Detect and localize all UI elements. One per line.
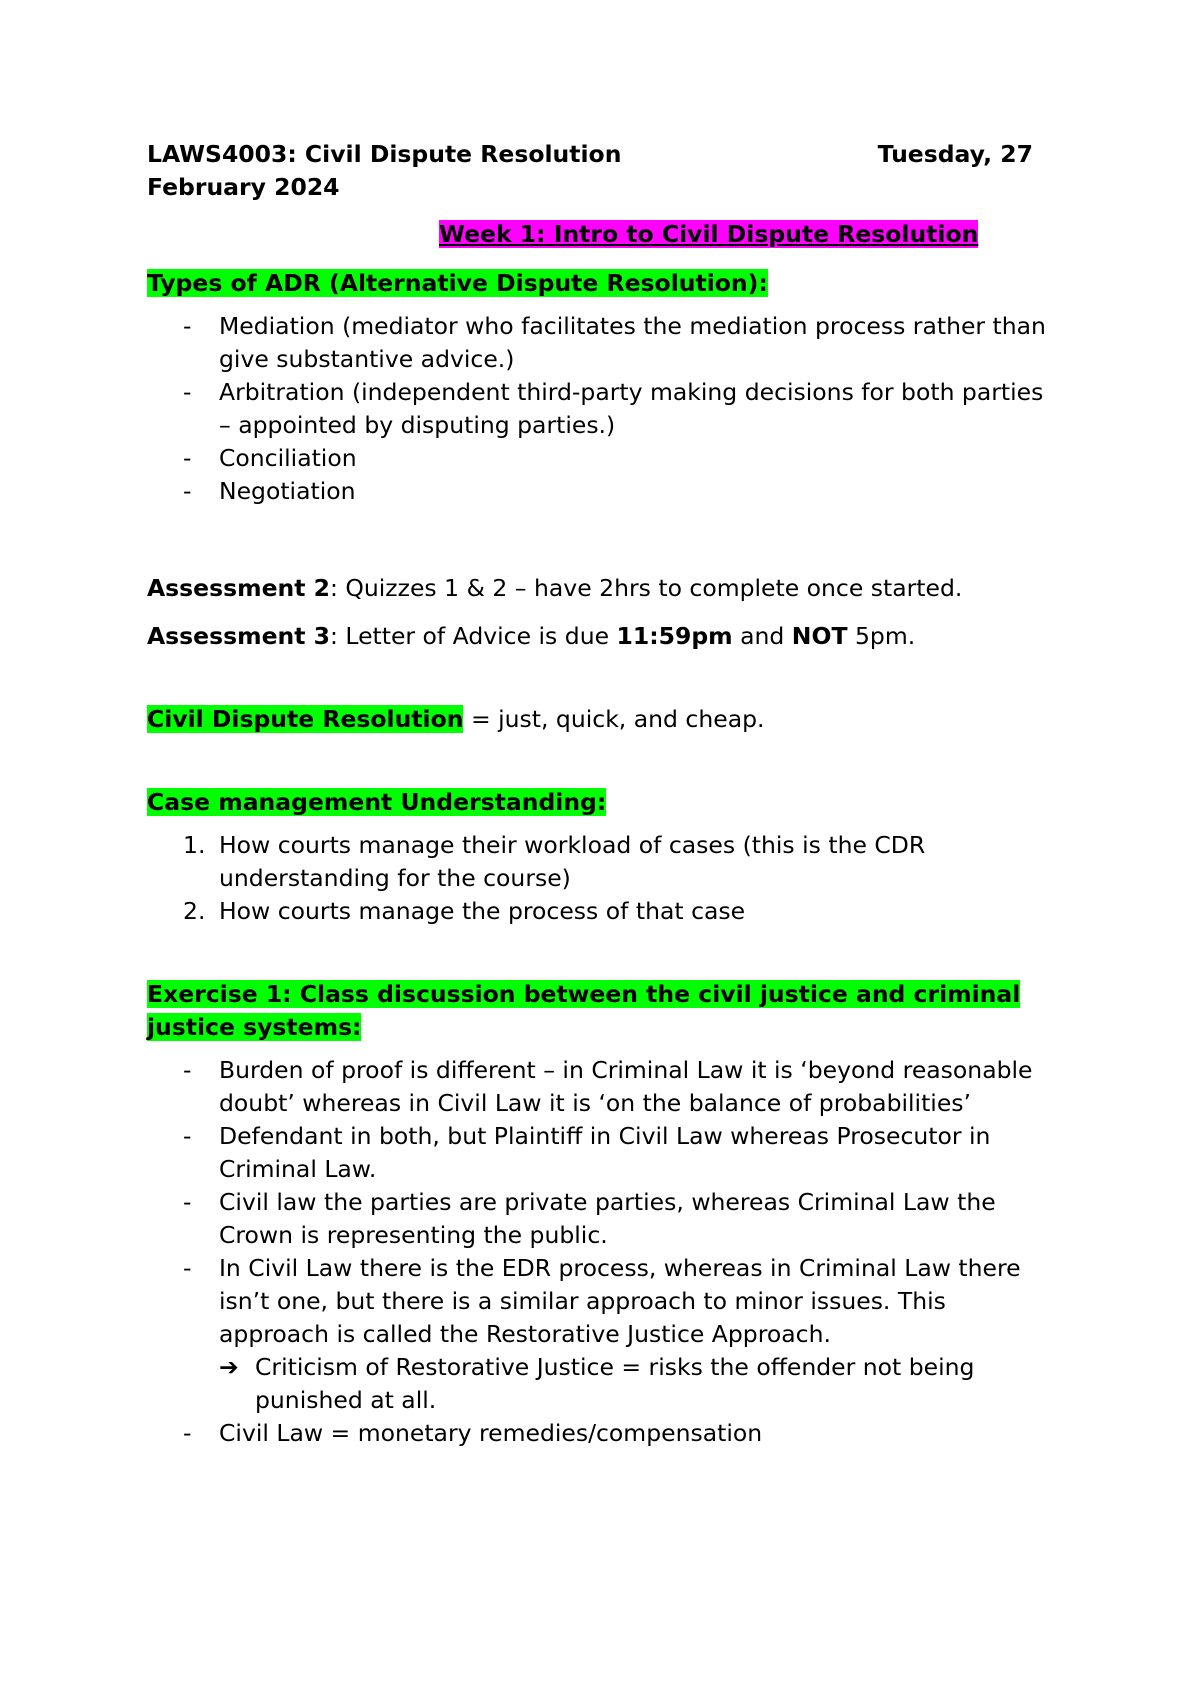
course-title: LAWS4003: Civil Dispute Resolution (147, 140, 622, 168)
assessment-2-text: : Quizzes 1 & 2 – have 2hrs to complete once started. (330, 574, 963, 602)
adr-item-negotiation: Negotiation (219, 477, 356, 505)
case-management-item-1: How courts manage their workload of cases (this is the CDR understanding for the course) (219, 831, 926, 892)
dash-marker: - (183, 477, 192, 505)
assessment-3-text-end: 5pm. (847, 622, 916, 650)
week-title-line (147, 218, 1047, 251)
list-item (147, 475, 1047, 508)
exercise-item-private: Civil law the parties are private parties, whereas Criminal Law the Crown is representing the public. (219, 1188, 996, 1249)
assessment-3 (147, 620, 1047, 653)
assessment-2-label: Assessment 2 (147, 574, 330, 602)
assessment-3-text: : Letter of Advice is due (330, 622, 617, 650)
exercise-heading-line (147, 978, 1047, 1044)
date-end: February 2024 (147, 173, 340, 201)
assessment-3-label: Assessment 3 (147, 622, 330, 650)
case-management-heading: Case management Understanding: (147, 788, 607, 816)
list-item (147, 1186, 1047, 1252)
list-item (147, 1417, 1047, 1450)
adr-item-mediation: Mediation (mediator who facilitates the mediation process rather than give substantive advice.) (219, 312, 1046, 373)
dash-marker: - (183, 444, 192, 472)
header-line (147, 138, 1047, 171)
case-management-list (147, 829, 1047, 928)
exercise-item-edr: In Civil Law there is the EDR process, whereas in Criminal Law there isn’t one, but there is a similar approach to minor issues. This approach is called the Restorative Justice Approach. (219, 1254, 1021, 1348)
restorative-criticism: Criticism of Restorative Justice = risks the offender not being punished at all. (255, 1353, 975, 1414)
week-title: Week 1: Intro to Civil Dispute Resolution (439, 220, 979, 248)
assessment-3-time: 11:59pm (616, 622, 733, 650)
dash-marker: - (183, 1122, 192, 1150)
exercise-list (147, 1054, 1047, 1450)
cdr-definition (147, 703, 1047, 736)
list-item (147, 442, 1047, 475)
adr-item-arbitration: Arbitration (independent third-party making decisions for both parties – appointed by disputing parties.) (219, 378, 1044, 439)
assessment-3-and: and (732, 622, 792, 650)
list-item (147, 1252, 1047, 1417)
exercise-item-parties: Defendant in both, but Plaintiff in Civil Law whereas Prosecutor in Criminal Law. (219, 1122, 991, 1183)
arrow-right-icon: ➔ (219, 1353, 239, 1381)
adr-heading: Types of ADR (Alternative Dispute Resolution): (147, 269, 768, 297)
exercise-item-remedies: Civil Law = monetary remedies/compensation (219, 1419, 763, 1447)
number-marker: 1. (183, 831, 206, 859)
list-item (147, 310, 1047, 376)
dash-marker: - (183, 312, 192, 340)
sub-item (219, 1351, 1047, 1417)
document-content (147, 138, 1047, 1450)
exercise-item-burden: Burden of proof is different – in Criminal Law it is ‘beyond reasonable doubt’ whereas in Civil Law it is ‘on the balance of probabilities’ (219, 1056, 1033, 1117)
date-start: Tuesday, 27 (877, 140, 1033, 168)
dash-marker: - (183, 1188, 192, 1216)
list-item (147, 376, 1047, 442)
number-marker: 2. (183, 897, 206, 925)
list-item (147, 895, 1047, 928)
dash-marker: - (183, 1254, 192, 1282)
list-item (147, 1054, 1047, 1120)
dash-marker: - (183, 378, 192, 406)
cdr-definition-text: = just, quick, and cheap. (463, 705, 765, 733)
assessment-2 (147, 572, 1047, 605)
case-management-heading-line (147, 786, 1047, 819)
list-item (147, 1120, 1047, 1186)
case-management-item-2: How courts manage the process of that case (219, 897, 746, 925)
list-item (147, 829, 1047, 895)
dash-marker: - (183, 1056, 192, 1084)
adr-item-conciliation: Conciliation (219, 444, 357, 472)
adr-heading-line (147, 267, 1047, 300)
adr-list (147, 310, 1047, 508)
exercise-heading: Exercise 1: Class discussion between the civil justice and criminal justice systems: (147, 980, 1021, 1041)
cdr-term: Civil Dispute Resolution (147, 705, 464, 733)
dash-marker: - (183, 1419, 192, 1447)
assessment-3-not: NOT (791, 622, 848, 650)
